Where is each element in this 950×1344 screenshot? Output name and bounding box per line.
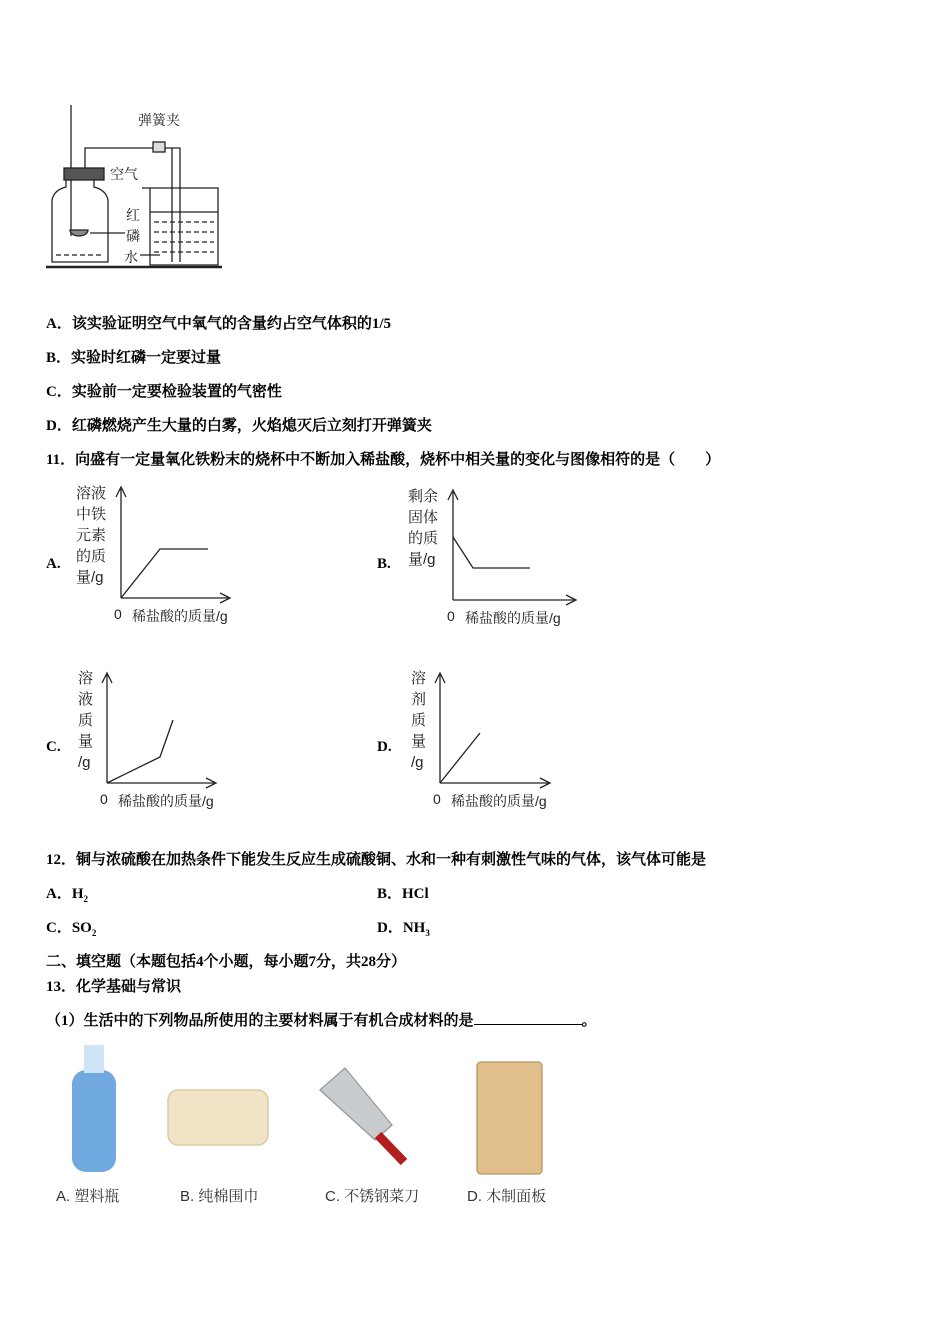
ylabel-line: 量 [411, 733, 427, 750]
option-text: C．SO [46, 920, 92, 936]
graph-a-origin: 0 [114, 606, 122, 622]
ylabel-line: 剂 [411, 691, 427, 708]
label-air: 空气 [110, 166, 138, 182]
caption-d: D. 木制面板 [467, 1188, 547, 1205]
ylabel-line: 溶液 [76, 485, 107, 502]
answer-blank[interactable] [474, 1010, 582, 1025]
graph-c-ylabel [78, 668, 93, 773]
graph-a-letter: A. [46, 556, 61, 572]
graph-a-xlabel: 稀盐酸的质量/g [132, 608, 228, 624]
ylabel-line: /g [78, 754, 91, 771]
graph-a-ylabel [76, 483, 106, 588]
period: 。 [581, 1013, 597, 1029]
q10-option-a: A．该实验证明空气中氧气的含量约占空气体积的1/5 [46, 316, 392, 332]
label-phosphorus: 红磷 [126, 207, 140, 244]
towel-image [168, 1090, 268, 1145]
subscript: 2 [83, 894, 89, 904]
ylabel-line: 的质 [76, 548, 107, 565]
section-heading: 二、填空题（本题包括4个小题，每小题7分，共28分） [46, 954, 407, 970]
graph-b [448, 490, 576, 605]
ylabel-line: 元素 [76, 527, 107, 544]
ylabel-line: 量 [78, 733, 94, 750]
caption-a: A. 塑料瓶 [56, 1188, 120, 1205]
caption-c: C. 不锈钢菜刀 [325, 1188, 420, 1205]
graph-c-xlabel: 稀盐酸的质量/g [118, 793, 214, 809]
board-image [477, 1062, 542, 1174]
q13-title: 13．化学基础与常识 [46, 979, 182, 995]
ylabel-line: 中铁 [76, 506, 107, 523]
graph-c [102, 673, 216, 788]
ylabel-line: 溶 [78, 670, 94, 687]
knife-image [320, 1068, 404, 1162]
q11-stem: 11．向盛有一定量氧化铁粉末的烧杯中不断加入稀盐酸，烧杯中相关量的变化与图像相符的是（ ） [46, 452, 721, 468]
subscript: 2 [91, 928, 97, 938]
graph-c-origin: 0 [100, 791, 108, 807]
bottle-image [72, 1045, 116, 1172]
q10-option-d: D．红磷燃烧产生大量的白雾，火焰熄灭后立刻打开弹簧夹 [46, 418, 432, 434]
ylabel-line: 量/g [76, 569, 104, 586]
ylabel-line: 质 [411, 712, 427, 729]
ylabel-line: 液 [78, 691, 94, 708]
graph-d-ylabel [411, 668, 426, 773]
ylabel-line: 剩余 [408, 488, 439, 505]
q12-stem: 12．铜与浓硫酸在加热条件下能发生反应生成硫酸铜、水和一种有刺激性气味的气体，该气体可能是 [46, 852, 707, 868]
q12-option-c [46, 916, 96, 938]
graph-d [435, 673, 550, 788]
q12-option-b [377, 882, 429, 903]
graph-d-letter: D. [377, 739, 392, 755]
q13-sub-text: （1）生活中的下列物品所使用的主要材料属于有机合成材料的是 [46, 1013, 474, 1029]
graph-c-letter: C. [46, 739, 61, 755]
label-clip: 弹簧夹 [138, 112, 180, 128]
q13-sub [46, 1009, 597, 1030]
caption-b: B. 纯棉围巾 [180, 1188, 259, 1205]
option-text: D．NH [377, 920, 426, 936]
q12-option-a [46, 882, 88, 904]
ylabel-line: 质 [78, 712, 94, 729]
q10-option-b: B．实验时红磷一定要过量 [46, 350, 222, 366]
graph-b-xlabel: 稀盐酸的质量/g [465, 610, 561, 626]
ylabel-line: 的质 [408, 530, 439, 547]
ylabel-line: 固体 [408, 509, 439, 526]
ylabel-line: 量/g [408, 551, 436, 568]
graph-d-xlabel: 稀盐酸的质量/g [451, 793, 547, 809]
option-text: A．H [46, 886, 84, 902]
q12-option-d [377, 916, 430, 938]
graph-b-letter: B. [377, 556, 391, 572]
ylabel-line: /g [411, 754, 424, 771]
subscript: 3 [425, 928, 430, 938]
ylabel-line: 溶 [411, 670, 427, 687]
q10-option-c: C．实验前一定要检验装置的气密性 [46, 384, 282, 400]
graph-b-ylabel [408, 486, 438, 570]
label-water: 水 [124, 249, 138, 265]
graph-d-origin: 0 [433, 791, 441, 807]
option-text: B．HCl [377, 886, 429, 902]
graph-b-origin: 0 [447, 608, 455, 624]
graph-a [116, 487, 230, 603]
